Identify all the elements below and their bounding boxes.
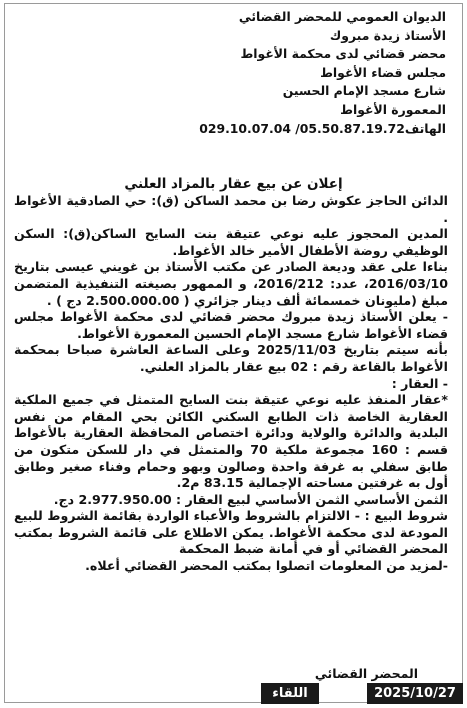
header-phone: الهاتف05.50.87.19.72/ 029.10.07.04 xyxy=(199,120,446,136)
announcer-paragraph: - يعلن الأستاذ زيدة مبروك محضر قضائي لدى محكمة الأغواط مجلس قضاء الأغواط شارع مسجد الإمام الحسين المعمورة الأغواط. xyxy=(14,309,448,341)
property-description: *عقار المنفذ عليه نوعي عتيقة بنت السايح المتمثل في جميع الملكية العقارية الخاصة ذات الطابع السكني الكائن بحي المقام من نفس البلدية والدائرة والولاية ودائرة اختصاص المحافظة العقارية بالأغواط قسم : 160 مجموعة ملكية 70 والمتمثل في دار للسكن متكون من طابق سفلي به غرفة واحدة وصالون وبهو وحمام وفناء صغير وطابق أول به غرفتين مساحته الإجمالية 83.15 م2. xyxy=(14,392,448,491)
announcement-page xyxy=(4,3,463,703)
header-district: المعمورة الأغواط xyxy=(340,101,446,117)
base-price-paragraph: الثمن الأساسي الثمن الأساسي لبيع العقار : 2.977.950.00 دج. xyxy=(53,491,448,507)
property-heading: - العقار : xyxy=(391,375,448,391)
newspaper-footer xyxy=(4,683,463,704)
debtor-paragraph: المدين المحجوز عليه نوعي عتيقة بنت السايح الساكن(ق): السكن الوظيفي روضة الأطفال الأمير خالد الأغواط. xyxy=(14,226,448,258)
newspaper-name-badge: اللقاء xyxy=(261,683,319,704)
sale-conditions-paragraph: شروط البيع : - الالتزام بالشروط والأعباء الواردة بقائمة الشروط للبيع المودعة لدى محكمة الأغواط. يمكن الاطلاع على قائمة الشروط بمكتب المحضر القضائي أو في أمانة ضبط المحكمة xyxy=(14,508,448,557)
signature: المحضر القضائي xyxy=(314,666,418,681)
header-bailiff-name: الأستاذ زيدة مبروك xyxy=(329,27,446,43)
header-street: شارع مسجد الإمام الحسين xyxy=(282,83,446,99)
sale-date-paragraph: بأنه سيتم بتاريخ 2025/11/03 وعلى الساعة العاشرة صباحا بمحكمة الأغواط بالقاعة رقم : 02 بيع عقار بالمزاد العلني. xyxy=(14,342,448,374)
bailiff-office-header xyxy=(26,8,446,138)
publication-date-badge: 2025/10/27 xyxy=(367,683,463,704)
deposit-deed-paragraph: بناءا على عقد وديعة الصادر عن مكتب الأستاذ بن غويني عيسى بتاريخ 2016/03/10، عدد: 2016/212، و الممهور بصيغته التنفيذية المتضمن مبلغ (مليونان خمسمائة ألف دينار جزائري ( 2.500.000.00 دج ) . xyxy=(14,259,448,308)
header-role: محضر قضائي لدى محكمة الأغواط xyxy=(240,46,446,62)
announcement-title: إعلان عن بيع عقار بالمزاد العلني xyxy=(124,176,343,192)
header-office: الديوان العمومي للمحضر القضائي xyxy=(238,9,446,24)
creditor-paragraph: الدائن الحاجز عكوش رضا بن محمد الساكن (ق): حي الصادقية الأغواط . xyxy=(14,193,448,225)
announcement-body xyxy=(14,193,448,575)
contact-paragraph: -لمزيد من المعلومات اتصلوا بمكتب المحضر القضائي أعلاه. xyxy=(85,558,448,574)
header-council: مجلس قضاء الأغواط xyxy=(320,64,446,80)
